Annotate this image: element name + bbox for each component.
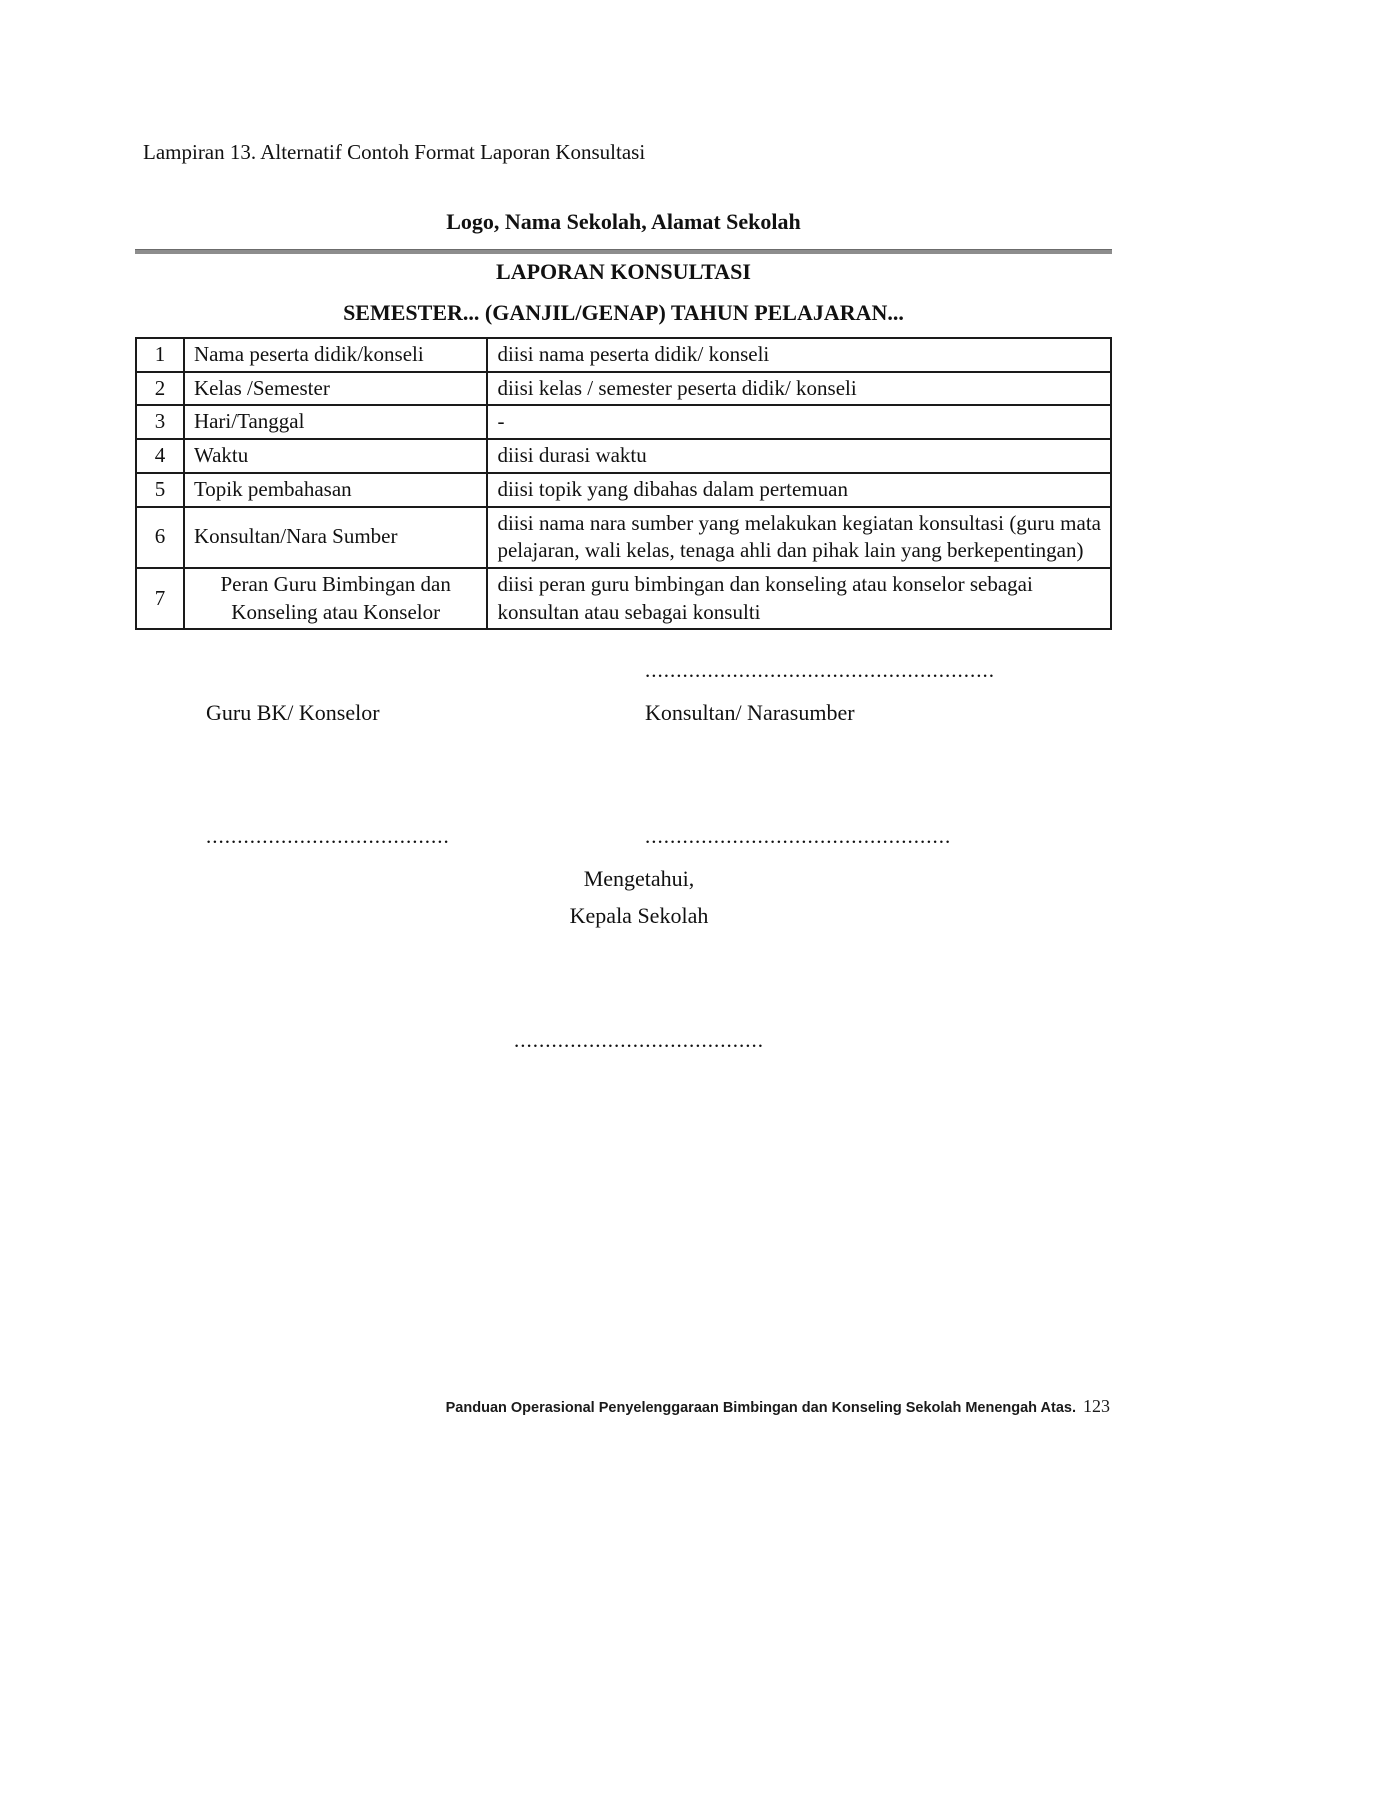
principal-label: Kepala Sekolah (569, 903, 709, 928)
row-value-cell: diisi peran guru bimbingan dan konseling atau konselor sebagai konsultan atau sebagai konsulti (487, 568, 1111, 629)
consultant-role-label: Konsultan/ Narasumber (645, 700, 855, 725)
table-row (136, 338, 1111, 372)
page-footer (446, 1396, 1110, 1417)
row-value-cell: diisi durasi waktu (487, 439, 1111, 473)
row-number-cell: 2 (136, 372, 184, 406)
table-row (136, 439, 1111, 473)
row-number-cell: 6 (136, 507, 184, 568)
table-row (136, 473, 1111, 507)
row-value-cell: diisi kelas / semester peserta didik/ konseli (487, 372, 1111, 406)
row-label-cell: Topik pembahasan (184, 473, 488, 507)
row-value-cell: diisi nama peserta didik/ konseli (487, 338, 1111, 372)
footer-page-number: 123 (1083, 1396, 1110, 1416)
table-row (136, 405, 1111, 439)
row-number-cell: 5 (136, 473, 184, 507)
row-label-cell: Nama peserta didik/konseli (184, 338, 488, 372)
footer-text: Panduan Operasional Penyelenggaraan Bimbingan dan Konseling Sekolah Menengah Atas. (445, 1400, 1076, 1416)
lampiran-title: Lampiran 13. Alternatif Contoh Format Laporan Konsultasi (143, 140, 646, 164)
row-number-cell: 1 (136, 338, 184, 372)
header-divider-rule (135, 249, 1112, 254)
table-row (136, 507, 1111, 568)
row-label-cell: Waktu (184, 439, 488, 473)
consultation-report-table (135, 337, 1112, 630)
report-subtitle: SEMESTER... (GANJIL/GENAP) TAHUN PELAJARAN... (343, 300, 904, 325)
row-value-cell: - (487, 405, 1111, 439)
consultant-signature-dotted-line: ................................................. (645, 824, 952, 848)
row-label-cell: Peran Guru Bimbingan dan Konseling atau Konselor (184, 568, 488, 629)
row-number-cell: 3 (136, 405, 184, 439)
row-value-cell: diisi topik yang dibahas dalam pertemuan (487, 473, 1111, 507)
counselor-role-label: Guru BK/ Konselor (206, 700, 380, 725)
table-row (136, 372, 1111, 406)
row-number-cell: 4 (136, 439, 184, 473)
table-row (136, 568, 1111, 629)
row-value-cell: diisi nama nara sumber yang melakukan kegiatan konsultasi (guru mata pelajaran, wali kelas, tenaga ahli dan pihak lain yang berkepentingan) (487, 507, 1111, 568)
report-title: LAPORAN KONSULTASI (496, 259, 751, 284)
consultant-name-dotted-line: ........................................................ (645, 658, 995, 682)
row-label-cell: Konsultan/Nara Sumber (184, 507, 488, 568)
counselor-signature-dotted-line: ....................................... (206, 824, 450, 848)
acknowledge-label: Mengetahui, (583, 866, 695, 891)
row-number-cell: 7 (136, 568, 184, 629)
row-label-cell: Hari/Tanggal (184, 405, 488, 439)
school-header-line: Logo, Nama Sekolah, Alamat Sekolah (446, 209, 801, 234)
principal-signature-dotted-line: ........................................ (514, 1028, 764, 1052)
row-label-cell: Kelas /Semester (184, 372, 488, 406)
